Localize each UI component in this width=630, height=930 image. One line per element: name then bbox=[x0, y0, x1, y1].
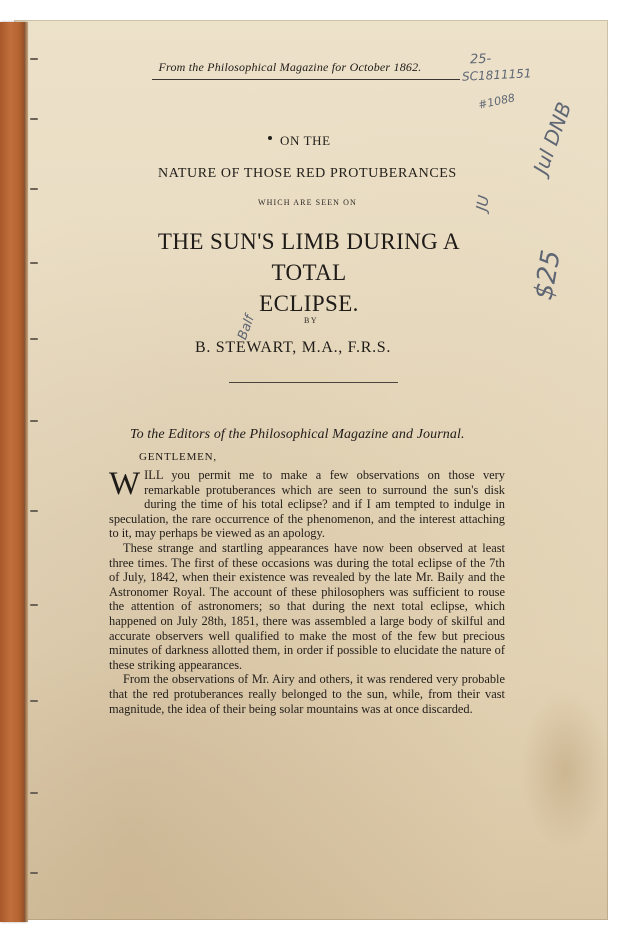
title-dot bbox=[268, 136, 272, 140]
section-rule bbox=[229, 382, 398, 383]
stitch bbox=[30, 188, 38, 190]
pencil-note: SC1811151 bbox=[461, 66, 532, 84]
paragraph-1-text: ILL you permit me to make a few observations on those very remarkable protuberances which are seen to surround the sun's disk during the time of his total eclipse? and if I am tempted to indulge in speculation, the rare occurrence of the phenomenon, and the interest attaching to it, may perhaps be viewed as an apology. bbox=[109, 468, 505, 541]
pencil-note: JU bbox=[472, 193, 493, 213]
paper-stain bbox=[520, 690, 610, 850]
stitch bbox=[30, 338, 38, 340]
by-label: BY bbox=[304, 316, 319, 325]
stitch bbox=[30, 604, 38, 606]
stitch bbox=[30, 262, 38, 264]
pencil-note: $25 bbox=[528, 247, 567, 303]
spine-edge bbox=[24, 22, 28, 922]
stitch bbox=[30, 420, 38, 422]
stitch bbox=[30, 58, 38, 60]
stitch bbox=[30, 700, 38, 702]
pencil-note: #1088 bbox=[477, 91, 517, 112]
pencil-note: 25- bbox=[469, 51, 492, 68]
drop-cap: W bbox=[109, 466, 141, 502]
stitch bbox=[30, 872, 38, 874]
pencil-note: Jul DNB bbox=[528, 98, 577, 178]
main-title bbox=[124, 226, 494, 319]
source-header: From the Philosophical Magazine for October 1862. bbox=[158, 60, 422, 74]
paragraph-1 bbox=[109, 468, 505, 541]
salutation: GENTLEMEN, bbox=[139, 451, 217, 463]
main-title-line1: THE SUN'S LIMB DURING A TOTAL bbox=[157, 229, 461, 285]
title-line3: WHICH ARE SEEN ON bbox=[258, 198, 357, 207]
pencil-note: Balf bbox=[235, 313, 258, 342]
stitch bbox=[30, 510, 38, 512]
letter-body bbox=[109, 468, 505, 716]
title-line1-text: ON THE bbox=[280, 133, 331, 148]
author-name: B. STEWART, M.A., F.R.S. bbox=[195, 339, 392, 356]
header-rule bbox=[152, 79, 460, 80]
stitch bbox=[30, 118, 38, 120]
title-on-the bbox=[280, 133, 331, 149]
title-line2: NATURE OF THOSE RED PROTUBERANCES bbox=[158, 166, 457, 181]
address-line: To the Editors of the Philosophical Magazine and Journal. bbox=[130, 427, 465, 442]
stitch bbox=[30, 792, 38, 794]
main-title-line2: ECLIPSE. bbox=[259, 291, 359, 316]
paragraph-3: From the observations of Mr. Airy and others, it was rendered very probable that the red protuberances really belonged to the sun, while, from their vast magnitude, the idea of their being solar mountains was at once discarded. bbox=[109, 672, 505, 716]
paragraph-2: These strange and startling appearances have now been observed at least three times. The first of these occasions was during the total eclipse of the 7th of July, 1842, when their existence was revealed by the late Mr. Baily and the Astronomer Royal. The account of these philosophers was sufficient to rouse the attention of astronomers; so that during the next total eclipse, which happened on July 28th, 1851, there was assembled a large body of skilful and accurate observers well qualified to make the most of the few but precious minutes of darkness allotted them, in order if possible to elucidate the nature of these striking appearances. bbox=[109, 540, 505, 672]
spine-binding bbox=[0, 22, 26, 922]
